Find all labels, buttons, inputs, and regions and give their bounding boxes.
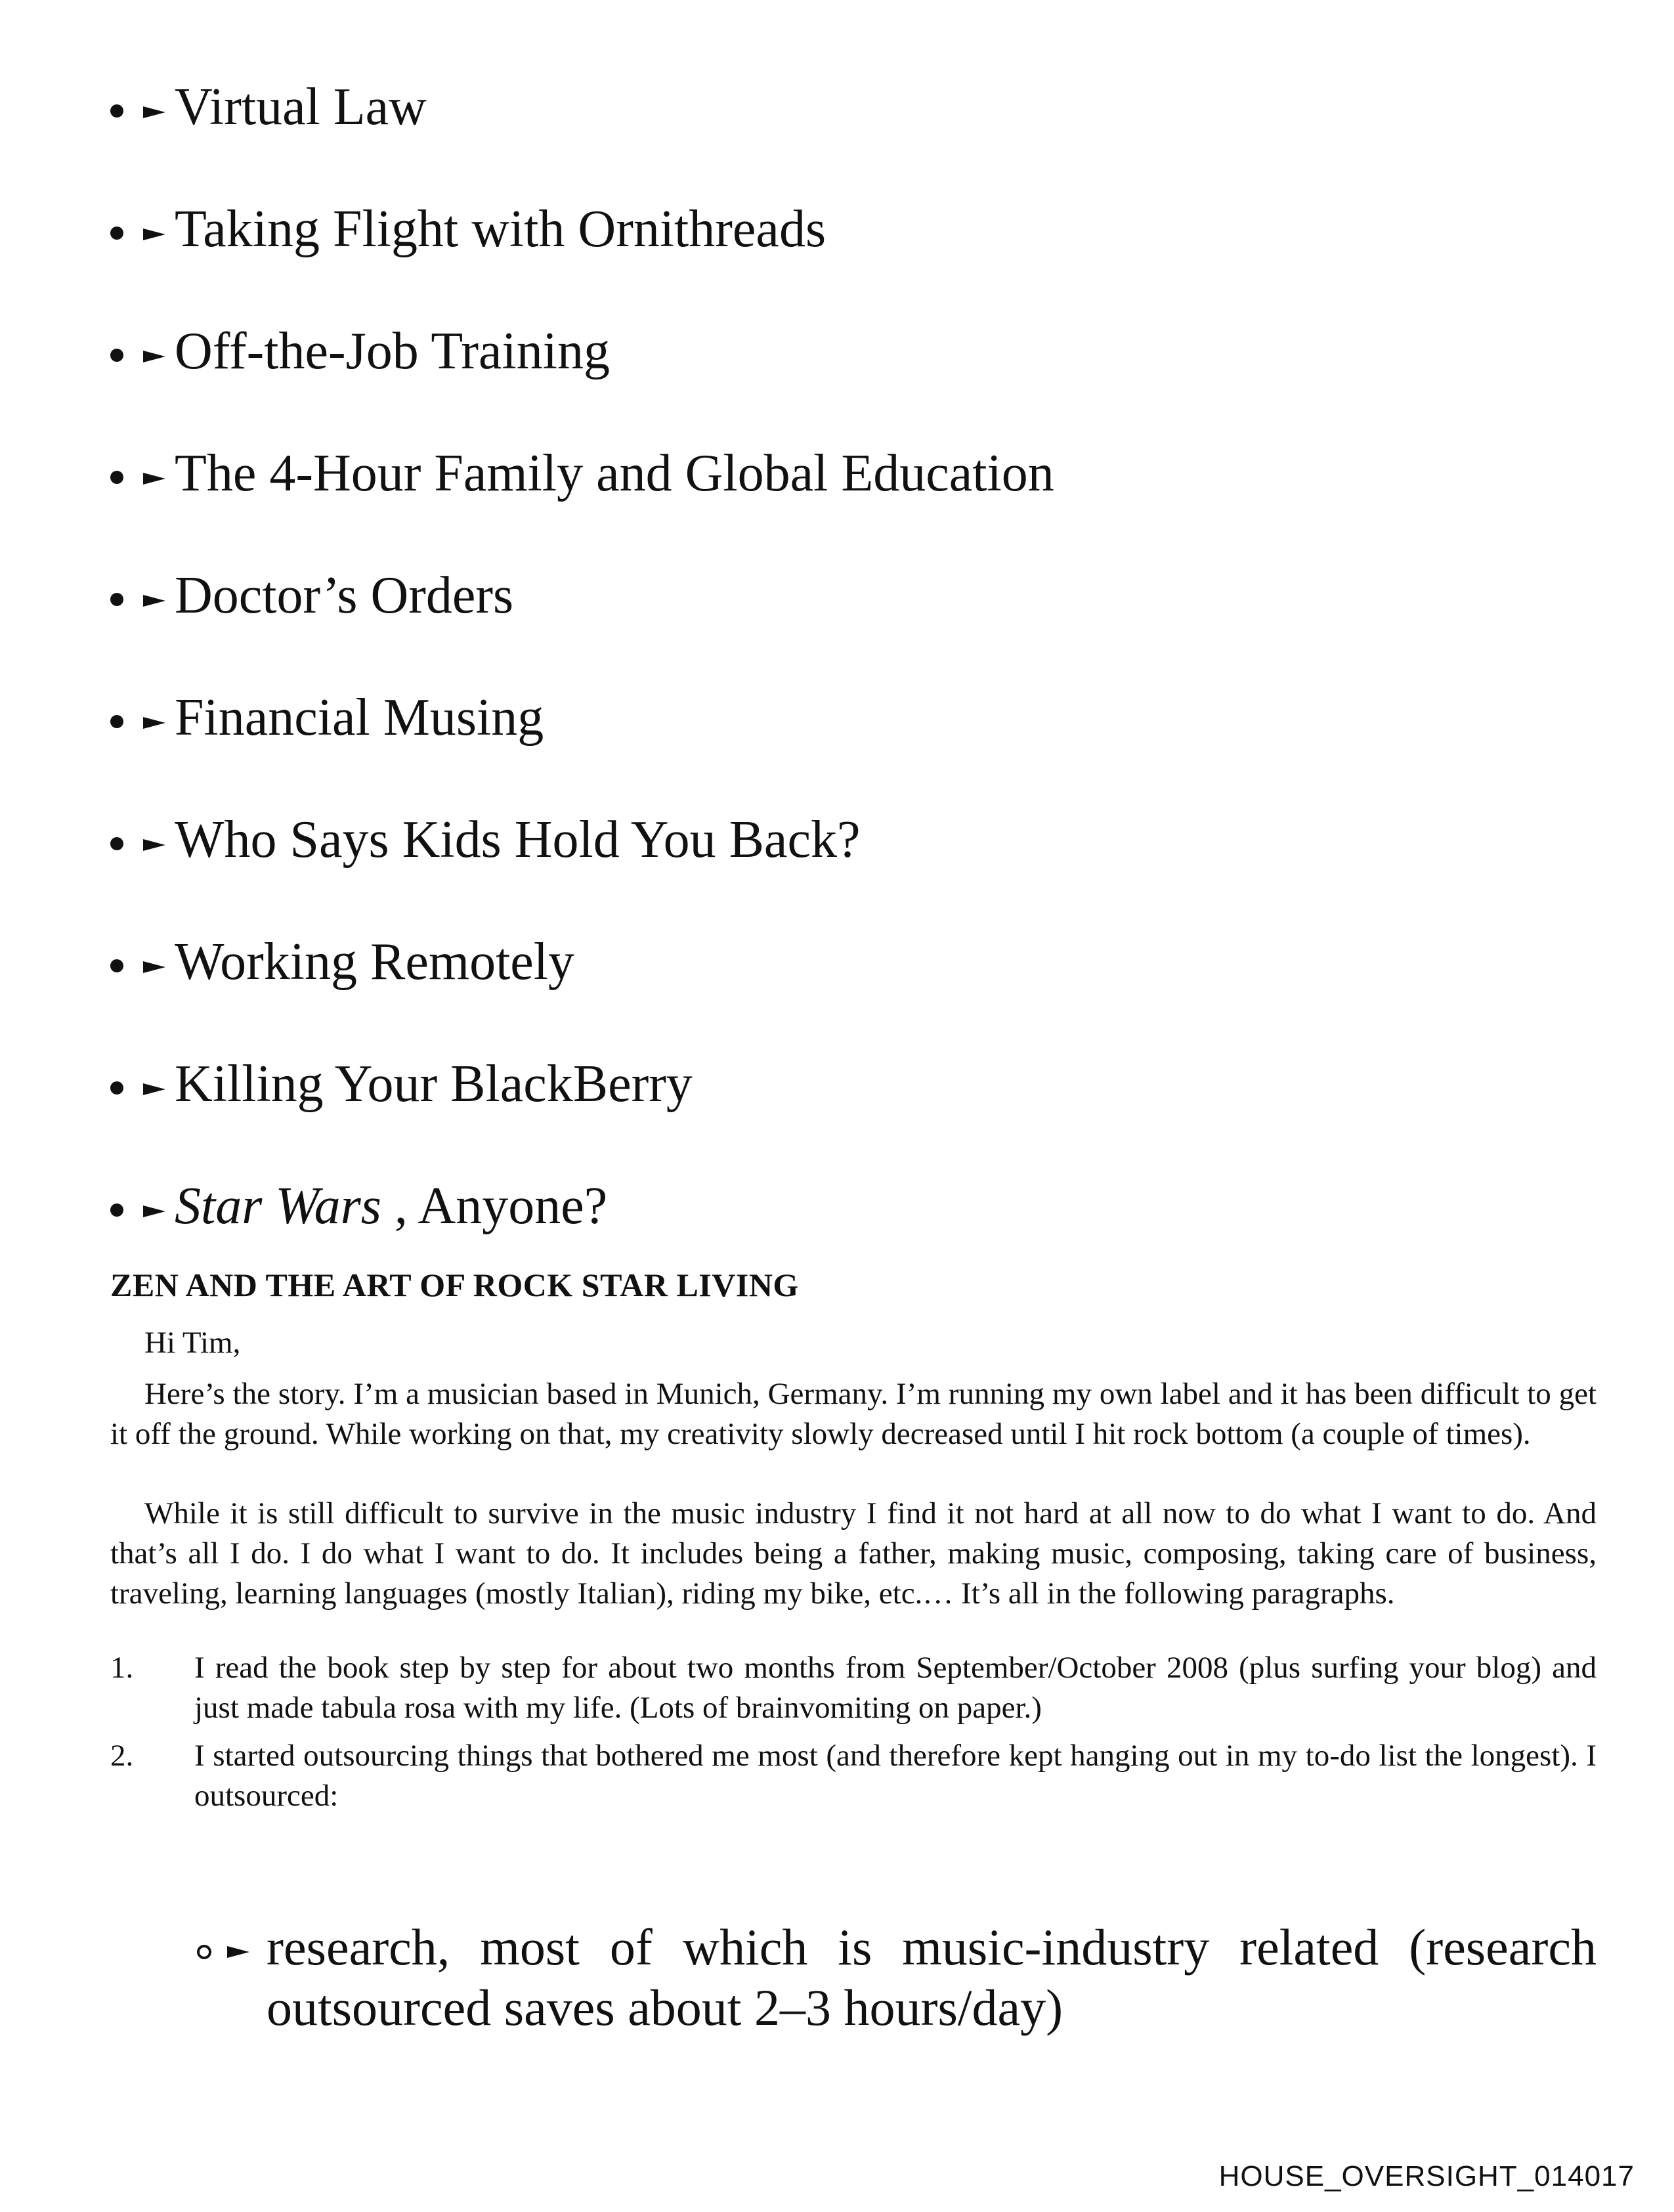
chapter-bullet-list	[110, 46, 1555, 1267]
list-item	[110, 901, 1555, 1023]
list-item-label: Doctor’s Orders	[175, 567, 514, 624]
bullet-dot-icon	[110, 1081, 123, 1095]
list-item	[110, 1145, 1555, 1267]
document-id-stamp: HOUSE_OVERSIGHT_014017	[1218, 2160, 1635, 2192]
list-item-label: The 4-Hour Family and Global Education	[175, 445, 1054, 502]
bullet-dot-icon	[110, 715, 123, 728]
hollow-bullet-icon	[197, 1945, 211, 1959]
list-number: 2.	[110, 1739, 134, 1773]
list-item	[110, 46, 1555, 168]
arrow-marker-icon	[143, 961, 165, 973]
list-item	[110, 168, 1555, 290]
numbered-list	[110, 1648, 1597, 1824]
bullet-dot-icon	[110, 837, 123, 850]
bullet-dot-icon	[110, 104, 123, 118]
letter-paragraph: While it is still difficult to survive in the music industry I find it not hard at all now to do what I want to do. And that’s all I do. I do what I want to do. It includes being a father, making music, composing, taking care of business, traveling, learning languages (mostly Italian), riding my bike, etc.… It’s all in the following paragraphs.	[110, 1496, 1597, 1611]
list-item-label-rest: , Anyone?	[381, 1177, 608, 1235]
arrow-marker-icon	[143, 717, 165, 729]
letter-greeting: Hi Tim,	[144, 1326, 241, 1360]
list-item-label: Financial Musing	[175, 689, 544, 747]
arrow-marker-icon	[143, 1083, 165, 1095]
bullet-dot-icon	[110, 593, 123, 606]
list-number: 1.	[110, 1651, 134, 1685]
bullet-dot-icon	[110, 1204, 123, 1217]
list-item	[110, 657, 1555, 779]
sub-list-item-text: research, most of which is music-industry related (research outsourced saves about 2–3 hours/day)	[267, 1919, 1597, 2036]
list-item	[110, 412, 1555, 534]
list-item-label: Taking Flight with Ornithreads	[175, 200, 826, 258]
arrow-marker-icon	[143, 595, 165, 607]
bullet-dot-icon	[110, 349, 123, 362]
arrow-marker-icon	[227, 1946, 249, 1958]
list-item	[110, 534, 1555, 657]
bullet-dot-icon	[110, 959, 123, 972]
arrow-marker-icon	[143, 1205, 165, 1217]
numbered-list-item	[110, 1648, 1597, 1728]
list-item	[110, 779, 1555, 901]
section-heading: ZEN AND THE ART OF ROCK STAR LIVING	[110, 1267, 799, 1303]
list-item-label-italic: Star Wars	[175, 1177, 381, 1235]
arrow-marker-icon	[143, 473, 165, 485]
bullet-dot-icon	[110, 227, 123, 240]
letter-paragraph: Here’s the story. I’m a musician based in Munich, Germany. I’m running my own label and it has been difficult to get it off the ground. While working on that, my creativity slowly decreased until I hit rock bottom (a couple of times).	[110, 1377, 1597, 1451]
list-item-label: Who Says Kids Hold You Back?	[175, 811, 861, 869]
list-item-label: Virtual Law	[175, 78, 427, 136]
list-item	[110, 290, 1555, 412]
arrow-marker-icon	[143, 351, 165, 362]
list-item-text: I read the book step by step for about two months from September/October 2008 (plus surfing your blog) and just made tabula rosa with my life. (Lots of brainvomiting on paper.)	[194, 1651, 1597, 1725]
arrow-marker-icon	[143, 106, 165, 118]
bullet-dot-icon	[110, 471, 123, 484]
list-item-text: I started outsourcing things that bothered me most (and therefore kept hanging out in my to-do list the longest). I outsourced:	[194, 1739, 1597, 1813]
numbered-list-item	[110, 1736, 1597, 1816]
arrow-marker-icon	[143, 228, 165, 240]
arrow-marker-icon	[143, 839, 165, 851]
list-item	[110, 1023, 1555, 1145]
list-item-label: Off-the-Job Training	[175, 322, 610, 380]
sub-list-item	[197, 1917, 1597, 2038]
list-item-label: Killing Your BlackBerry	[175, 1055, 693, 1113]
list-item-label: Working Remotely	[175, 933, 575, 991]
